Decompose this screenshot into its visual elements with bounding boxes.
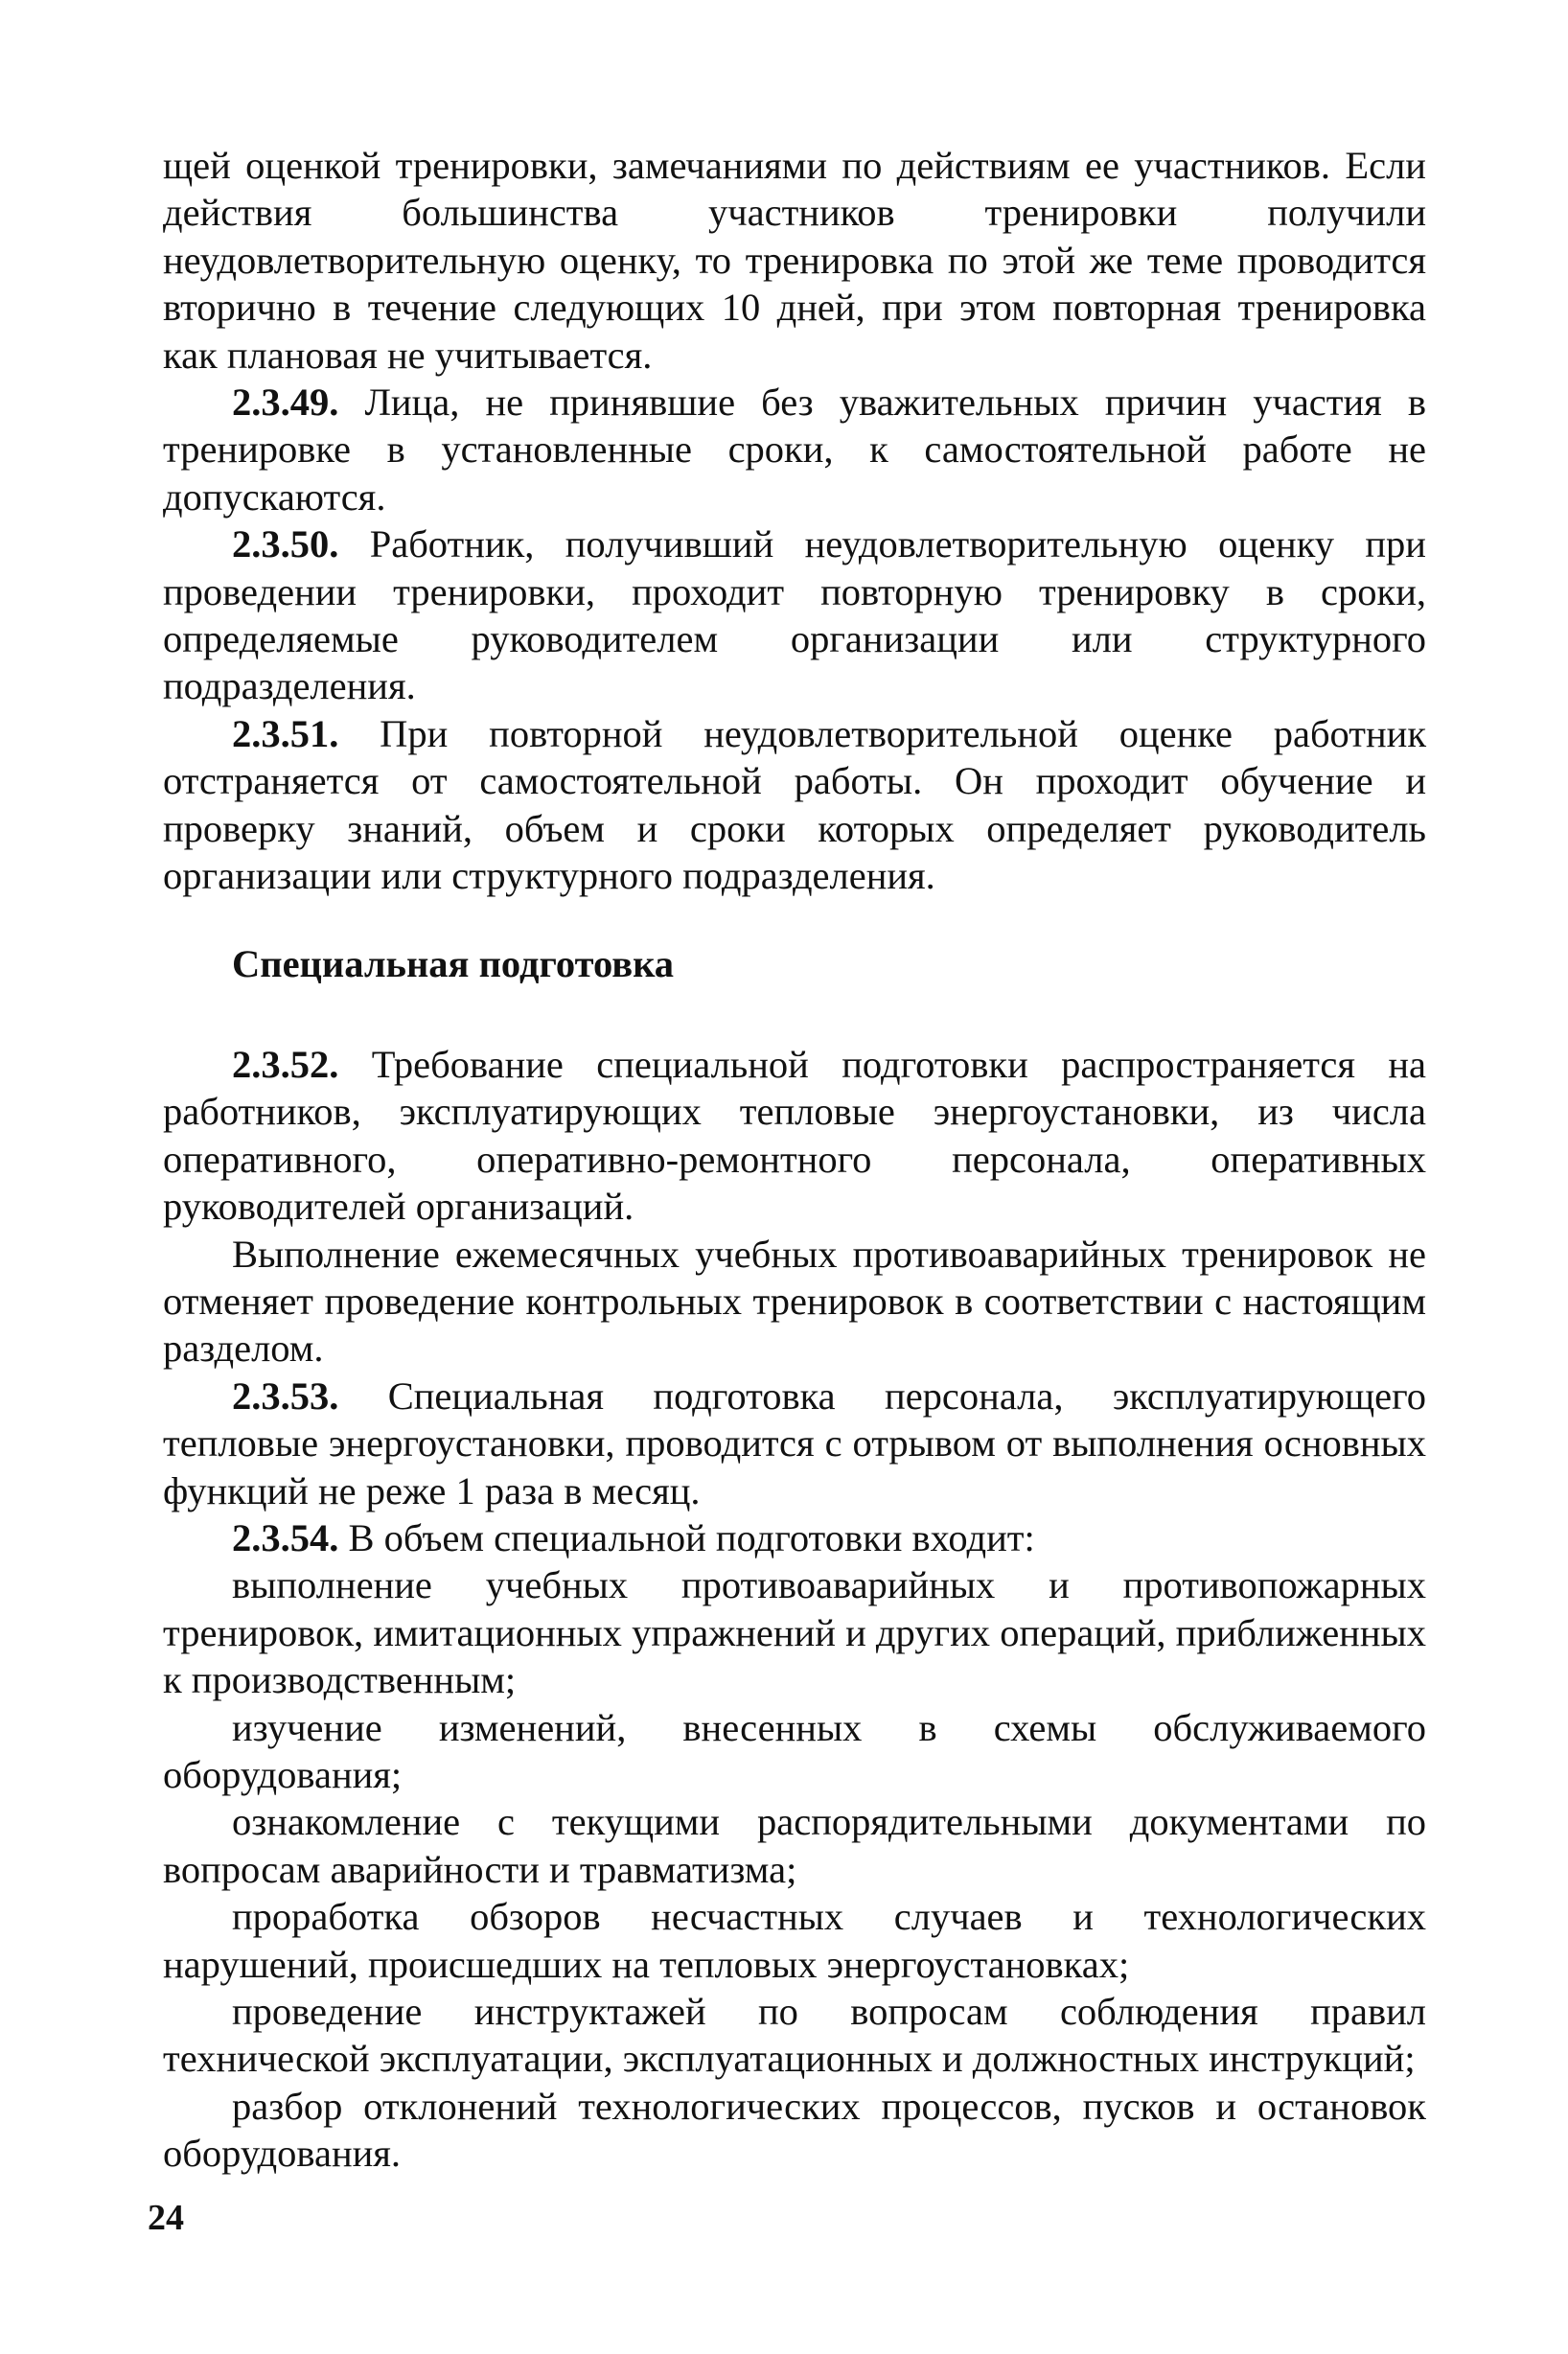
section-text: Работник, получивший неудовлетворительную оценку при проведении тренировки, проходит повторную тренировку в сроки, определяемые руководителем организации или структурного подразделения. bbox=[163, 522, 1426, 708]
section-2-3-53 bbox=[163, 1373, 1426, 1514]
section-number: 2.3.52. bbox=[232, 1042, 339, 1086]
section-2-3-54 bbox=[163, 1514, 1426, 1561]
section-number: 2.3.54. bbox=[232, 1515, 339, 1559]
section-text: Лица, не принявшие без уважительных причин участия в тренировке в установленные сроки, к самостоятельной работе не допускаются. bbox=[163, 381, 1426, 519]
training-note-paragraph: Выполнение ежемесячных учебных противоаварийных тренировок не отменяет проведение контрольных тренировок в соответствии с настоящим разделом. bbox=[163, 1232, 1426, 1371]
document-page bbox=[163, 142, 1426, 2178]
training-item: ознакомление с текущими распорядительными документами по вопросам аварийности и травматизма; bbox=[163, 1800, 1426, 1891]
section-number: 2.3.53. bbox=[232, 1373, 339, 1418]
section-2-3-52 bbox=[163, 1041, 1426, 1231]
section-heading: Специальная подготовка bbox=[232, 941, 675, 985]
section-2-3-49 bbox=[163, 379, 1426, 520]
training-item: изучение изменений, внесенных в схемы обслуживаемого оборудования; bbox=[163, 1705, 1426, 1796]
section-2-3-50 bbox=[163, 520, 1426, 710]
training-item: выполнение учебных противоаварийных и противопожарных тренировок, имитационных упражнений и других операций, приближенных к производственным; bbox=[163, 1563, 1426, 1702]
section-number: 2.3.51. bbox=[232, 711, 339, 755]
section-number: 2.3.49. bbox=[232, 381, 339, 425]
section-text: Специальная подготовка персонала, эксплуатирующего тепловые энергоустановки, проводится с отрывом от выполнения основных функций не реже 1 раза в месяц. bbox=[163, 1373, 1426, 1512]
section-number: 2.3.50. bbox=[232, 522, 339, 566]
training-item: проработка обзоров несчастных случаев и технологических нарушений, происшедших на тепловых энергоустановках; bbox=[163, 1895, 1426, 1986]
page-number: 24 bbox=[148, 2198, 184, 2238]
training-item: разбор отклонений технологических процессов, пусков и остановок оборудования. bbox=[163, 2084, 1426, 2176]
section-text: Требование специальной подготовки распространяется на работников, эксплуатирующих тепловые энергоустановки, из числа оперативного, оперативно-ремонтного персонала, оперативных руководителей организаций. bbox=[163, 1042, 1426, 1229]
training-item: проведение инструктажей по вопросам соблюдения правил технической эксплуатации, эксплуатационных и должностных инструкций; bbox=[163, 1990, 1426, 2081]
section-text: При повторной неудовлетворительной оценке работник отстраняется от самостоятельной работы. Он проходит обучение и проверку знаний, объем и сроки которых определяет руководитель организации или структурного подразделения. bbox=[163, 711, 1426, 898]
section-2-3-51 bbox=[163, 710, 1426, 900]
section-text: В объем специальной подготовки входит: bbox=[338, 1515, 1035, 1559]
opening-paragraph: щей оценкой тренировки, замечаниями по действиям ее участников. Если действия большинства участников тренировки получили неудовлетворительную оценку, то тренировка по этой же теме проводится вторично в течение следующих 10 дней, при этом повторная тренировка как плановая не учитывается. bbox=[163, 144, 1426, 377]
